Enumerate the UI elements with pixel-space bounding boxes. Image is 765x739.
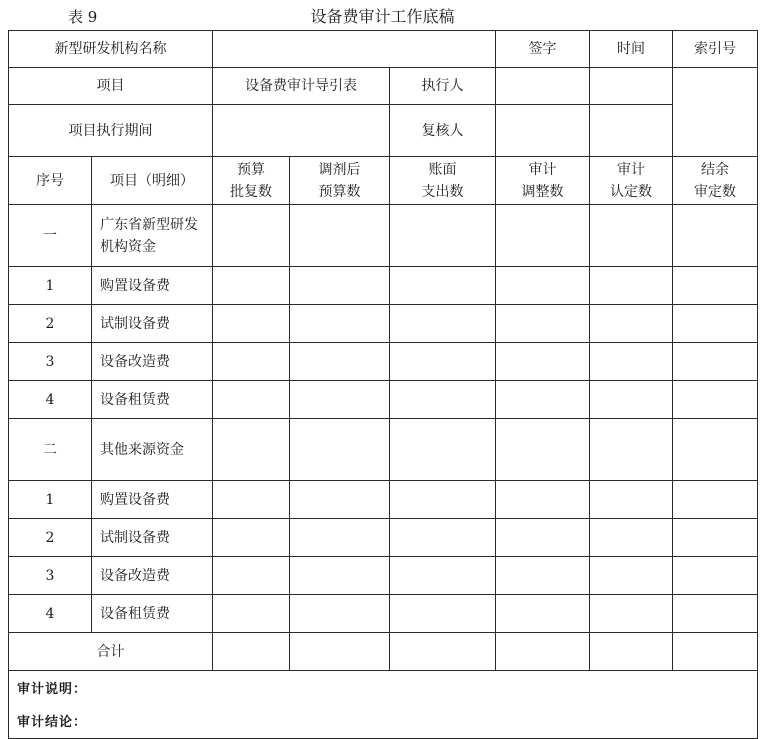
- audit-conclusion-row: [9, 709, 758, 739]
- data-cell[interactable]: [673, 305, 758, 343]
- row-seq: 3: [9, 557, 92, 595]
- data-cell[interactable]: [390, 267, 496, 305]
- data-cell[interactable]: [496, 305, 590, 343]
- data-cell[interactable]: [390, 205, 496, 267]
- data-cell[interactable]: [213, 519, 290, 557]
- col-adjusted-line1: 调剂后: [318, 161, 361, 178]
- row-item-name: 试制设备费: [92, 305, 213, 343]
- data-cell[interactable]: [390, 481, 496, 519]
- col-book-line1: 账面: [428, 161, 457, 178]
- data-cell[interactable]: [290, 419, 390, 481]
- row-item-name: 试制设备费: [92, 519, 213, 557]
- section-seq: 一: [9, 205, 92, 267]
- row-item-name: 购置设备费: [92, 267, 213, 305]
- data-cell[interactable]: [213, 557, 290, 595]
- data-cell[interactable]: [390, 381, 496, 419]
- executor-time-cell[interactable]: [590, 68, 673, 105]
- section-title: [92, 205, 213, 267]
- data-cell[interactable]: [496, 481, 590, 519]
- section-title: 其他来源资金: [92, 419, 213, 481]
- data-cell[interactable]: [673, 595, 758, 633]
- data-cell[interactable]: [673, 419, 758, 481]
- col-budget-line2: 批复数: [230, 183, 272, 200]
- data-cell[interactable]: [290, 343, 390, 381]
- audit-conclusion-label[interactable]: 审计结论：: [9, 709, 758, 739]
- data-cell[interactable]: [590, 305, 673, 343]
- data-cell[interactable]: [496, 343, 590, 381]
- data-cell[interactable]: [213, 305, 290, 343]
- table-row: [9, 267, 758, 305]
- section-seq: 二: [9, 419, 92, 481]
- data-cell[interactable]: [496, 633, 590, 671]
- table-row: [9, 557, 758, 595]
- data-cell[interactable]: [590, 633, 673, 671]
- data-cell[interactable]: [290, 267, 390, 305]
- data-cell[interactable]: [290, 519, 390, 557]
- data-cell[interactable]: [590, 481, 673, 519]
- project-label: 项目: [9, 68, 213, 105]
- header-row-period: [9, 105, 758, 157]
- data-cell[interactable]: [213, 267, 290, 305]
- data-cell[interactable]: [590, 381, 673, 419]
- total-label: 合计: [9, 633, 213, 671]
- data-cell[interactable]: [673, 519, 758, 557]
- col-item: 项目（明细）: [92, 157, 213, 205]
- data-cell[interactable]: [290, 557, 390, 595]
- data-cell[interactable]: [213, 595, 290, 633]
- executor-label: 执行人: [390, 68, 496, 105]
- data-cell[interactable]: [590, 205, 673, 267]
- col-audit-adjust-line2: 调整数: [521, 183, 564, 200]
- data-cell[interactable]: [390, 419, 496, 481]
- index-label: 索引号: [673, 31, 758, 68]
- data-cell[interactable]: [390, 633, 496, 671]
- data-cell[interactable]: [290, 205, 390, 267]
- data-cell[interactable]: [290, 381, 390, 419]
- data-cell[interactable]: [390, 305, 496, 343]
- index-value-cell[interactable]: [673, 68, 758, 157]
- col-book: [390, 157, 496, 205]
- col-balance-line1: 结余: [701, 161, 730, 178]
- col-adjusted: [290, 157, 390, 205]
- org-name-label: 新型研发机构名称: [9, 31, 213, 68]
- audit-explanation-label[interactable]: 审计说明：: [9, 671, 758, 709]
- col-audit-adjust-line1: 审计: [528, 161, 557, 178]
- row-item-name: 设备改造费: [92, 343, 213, 381]
- row-seq: 2: [9, 305, 92, 343]
- row-seq: 4: [9, 381, 92, 419]
- table-row: [9, 381, 758, 419]
- row-item-name: 购置设备费: [92, 481, 213, 519]
- header-row-org: [9, 31, 758, 68]
- total-row: [9, 633, 758, 671]
- col-adjusted-line2: 预算数: [318, 183, 361, 200]
- guide-table-cell: 设备费审计导引表: [213, 68, 390, 105]
- data-cell[interactable]: [496, 419, 590, 481]
- data-cell[interactable]: [673, 557, 758, 595]
- table-row: [9, 305, 758, 343]
- data-cell[interactable]: [673, 381, 758, 419]
- header-row-project: [9, 68, 758, 105]
- row-item-name: 设备改造费: [92, 557, 213, 595]
- col-audit-confirm: [590, 157, 673, 205]
- signature-label: 签字: [496, 31, 590, 68]
- page-header: [0, 0, 765, 30]
- data-cell[interactable]: [290, 633, 390, 671]
- row-item-name: 设备租赁费: [92, 381, 213, 419]
- column-header-row: [9, 157, 758, 205]
- col-balance-line2: 审定数: [694, 183, 737, 200]
- data-cell[interactable]: [590, 557, 673, 595]
- data-cell[interactable]: [673, 267, 758, 305]
- row-seq: 3: [9, 343, 92, 381]
- table-number: 表 9: [68, 8, 98, 26]
- audit-explanation-row: [9, 671, 758, 709]
- col-audit-confirm-line1: 审计: [617, 161, 646, 178]
- data-cell[interactable]: [673, 343, 758, 381]
- col-book-line2: 支出数: [421, 183, 464, 200]
- col-seq: 序号: [9, 157, 92, 205]
- reviewer-signature-cell[interactable]: [496, 105, 590, 157]
- data-cell[interactable]: [213, 481, 290, 519]
- data-cell[interactable]: [590, 519, 673, 557]
- data-cell[interactable]: [590, 595, 673, 633]
- data-cell[interactable]: [390, 519, 496, 557]
- data-cell[interactable]: [590, 419, 673, 481]
- audit-worksheet-table: [8, 30, 758, 739]
- data-cell[interactable]: [673, 481, 758, 519]
- col-budget-line1: 预算: [237, 161, 265, 178]
- data-cell[interactable]: [290, 595, 390, 633]
- reviewer-time-cell[interactable]: [590, 105, 673, 157]
- data-cell[interactable]: [496, 557, 590, 595]
- org-name-value-cell[interactable]: [213, 31, 496, 68]
- row-seq: 1: [9, 267, 92, 305]
- data-cell[interactable]: [496, 267, 590, 305]
- row-seq: 2: [9, 519, 92, 557]
- table-row: [9, 595, 758, 633]
- col-audit-confirm-line2: 认定数: [610, 183, 653, 200]
- table-row: [9, 481, 758, 519]
- col-balance: [673, 157, 758, 205]
- table-row: [9, 343, 758, 381]
- col-budget: [213, 157, 290, 205]
- data-cell[interactable]: [290, 305, 390, 343]
- col-audit-adjust: [496, 157, 590, 205]
- data-cell[interactable]: [390, 595, 496, 633]
- data-cell[interactable]: [496, 381, 590, 419]
- data-cell[interactable]: [496, 519, 590, 557]
- data-cell[interactable]: [213, 381, 290, 419]
- data-cell[interactable]: [290, 481, 390, 519]
- data-cell[interactable]: [213, 343, 290, 381]
- period-label: 项目执行期间: [9, 105, 213, 157]
- reviewer-label: 复核人: [390, 105, 496, 157]
- data-cell[interactable]: [673, 633, 758, 671]
- row-seq: 4: [9, 595, 92, 633]
- data-cell[interactable]: [213, 419, 290, 481]
- period-value-cell[interactable]: [213, 105, 390, 157]
- data-cell[interactable]: [496, 595, 590, 633]
- data-cell[interactable]: [213, 205, 290, 267]
- data-cell[interactable]: [390, 557, 496, 595]
- data-cell[interactable]: [590, 267, 673, 305]
- data-cell[interactable]: [590, 343, 673, 381]
- executor-signature-cell[interactable]: [496, 68, 590, 105]
- section-title-line1: 广东省新型研发: [100, 216, 198, 233]
- row-seq: 1: [9, 481, 92, 519]
- data-cell[interactable]: [213, 633, 290, 671]
- section-row: [9, 419, 758, 481]
- data-cell[interactable]: [496, 205, 590, 267]
- section-title-line2: 机构资金: [100, 238, 156, 255]
- document-title: 设备费审计工作底稿: [310, 7, 455, 26]
- section-row: [9, 205, 758, 267]
- table-row: [9, 519, 758, 557]
- time-label: 时间: [590, 31, 673, 68]
- data-cell[interactable]: [673, 205, 758, 267]
- row-item-name: 设备租赁费: [92, 595, 213, 633]
- data-cell[interactable]: [390, 343, 496, 381]
